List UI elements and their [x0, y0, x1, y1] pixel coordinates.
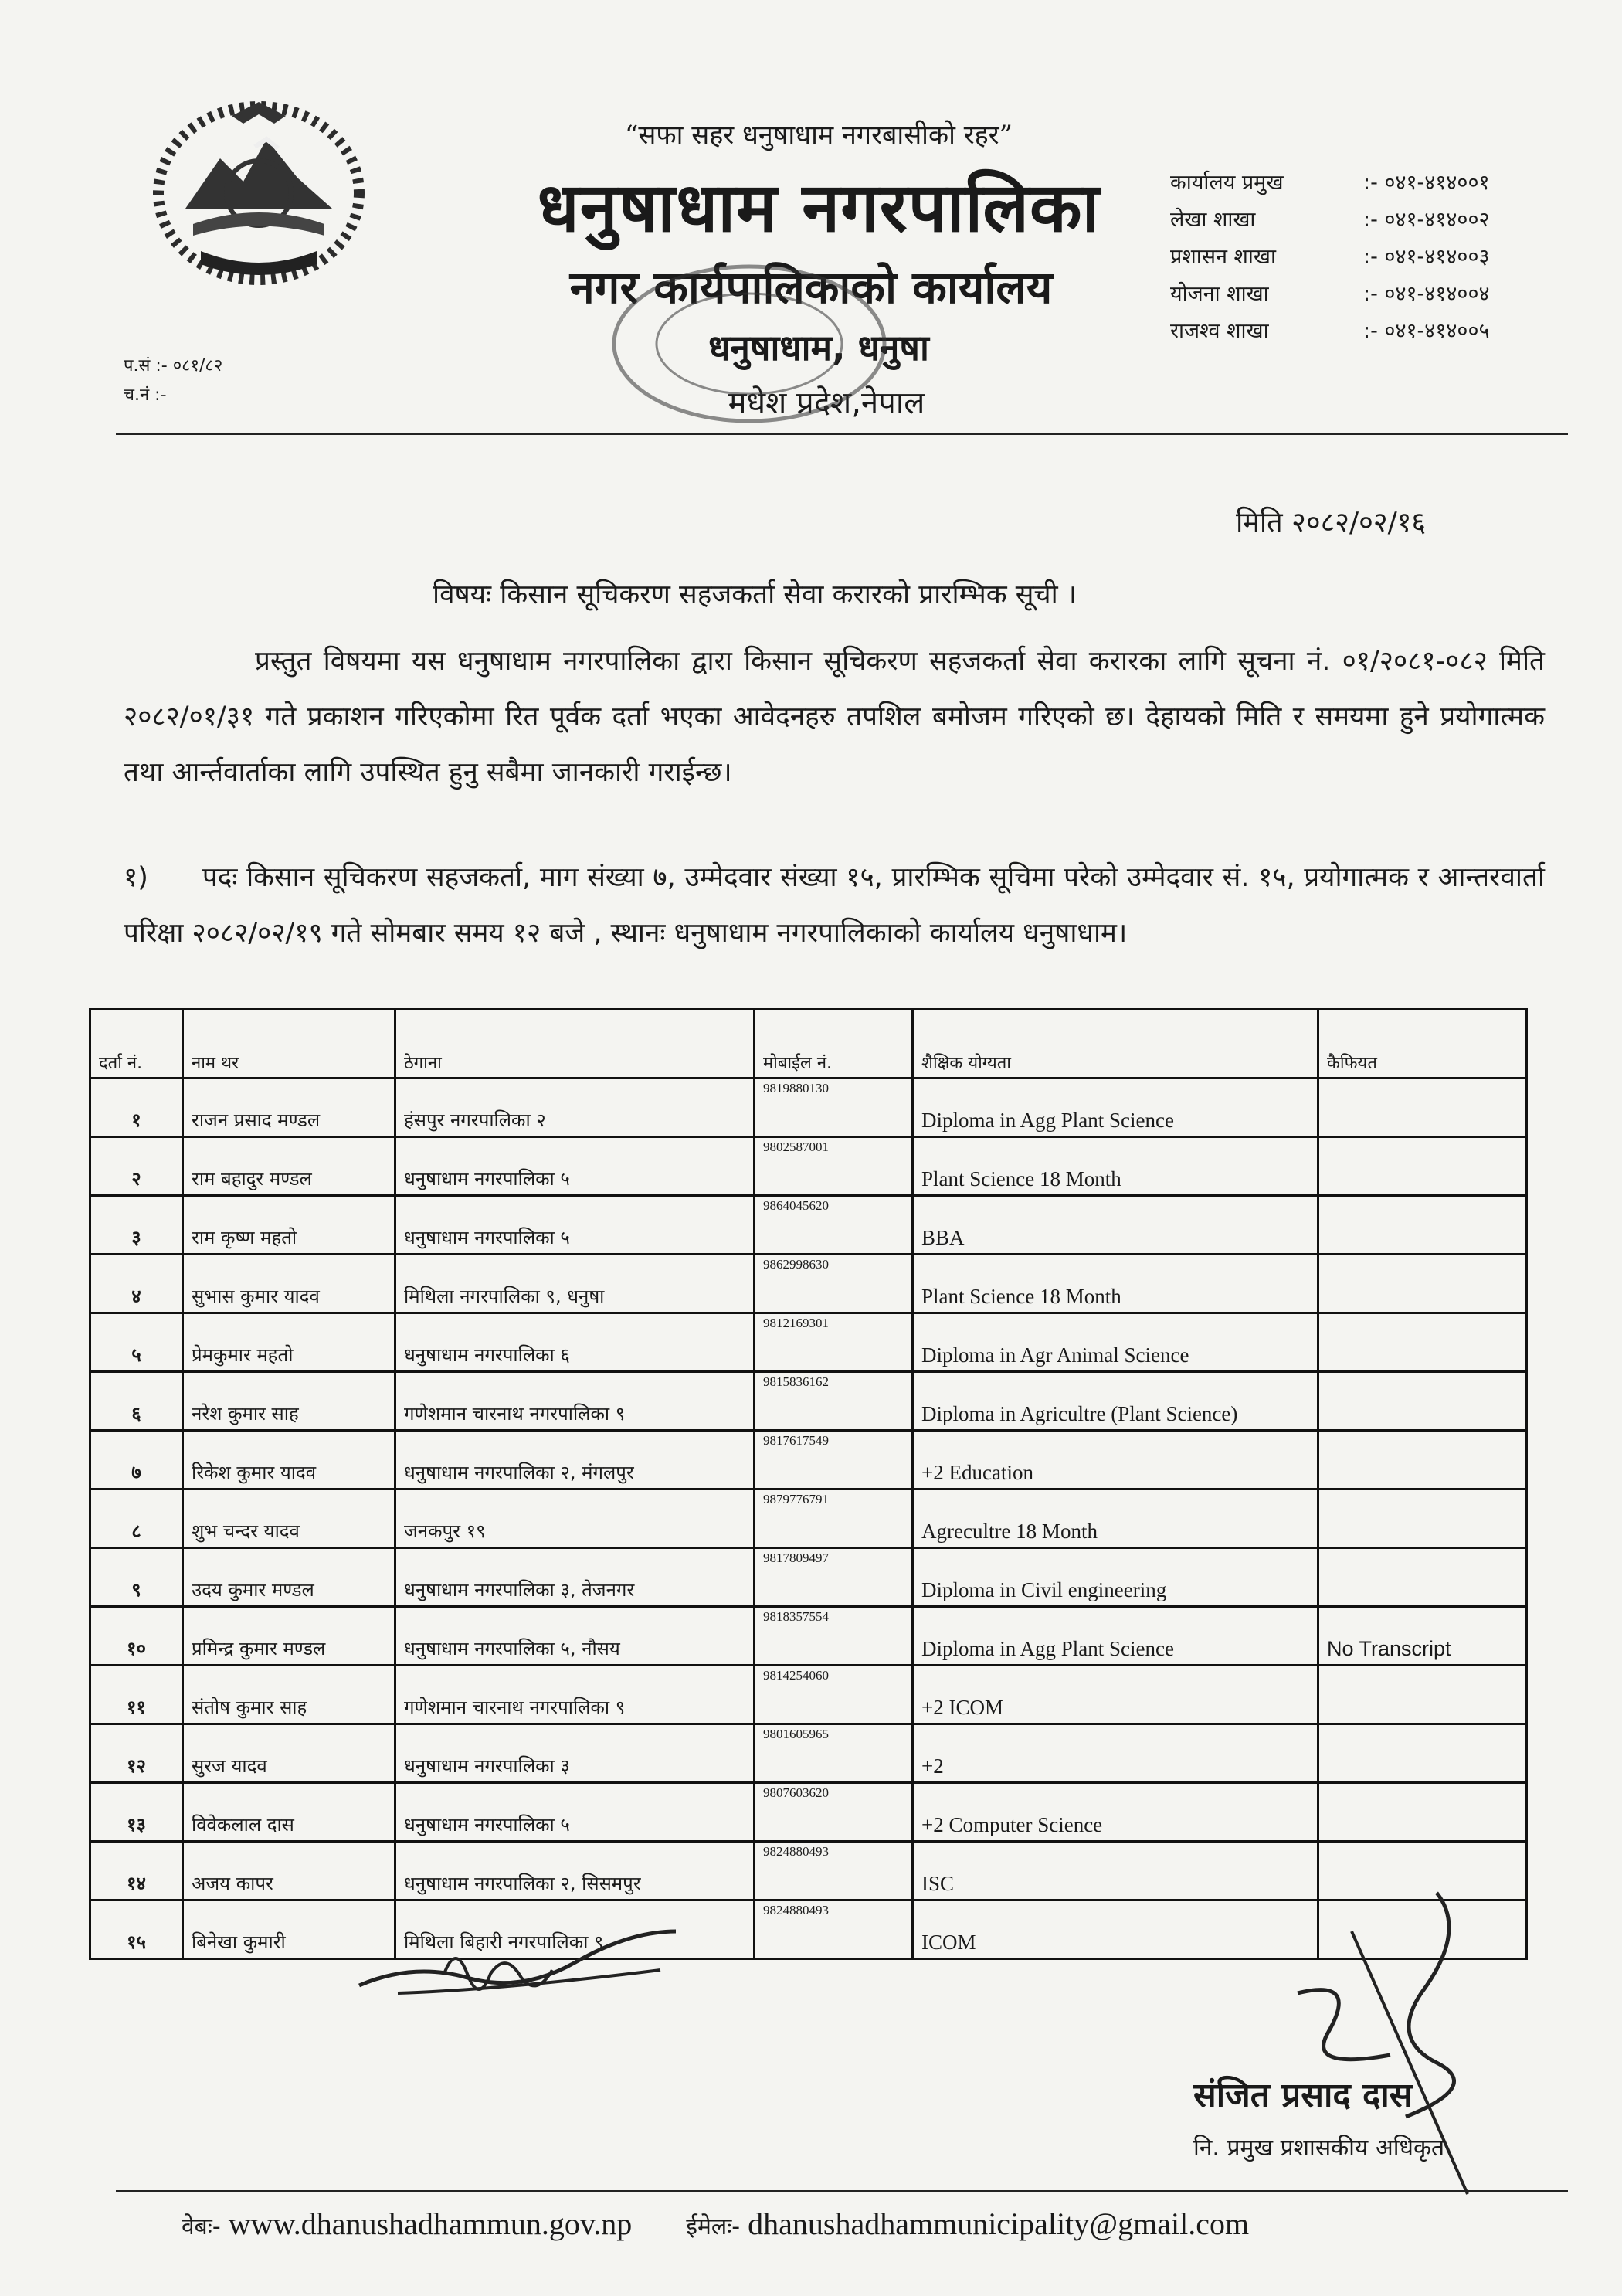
table-row: [90, 1607, 1527, 1666]
cell-mobile: 9807603620: [755, 1783, 913, 1842]
email-link[interactable]: dhanushadhammunicipality@gmail.com: [748, 2206, 1250, 2241]
cell-mobile: 9824880493: [755, 1842, 913, 1900]
slogan: “सफा सहर धनुषाधाम नगरबासीको रहर”: [625, 120, 1013, 151]
cell-serial: ८: [90, 1489, 183, 1548]
government-emblem-icon: [139, 93, 378, 294]
cell-remarks: [1318, 1724, 1527, 1783]
cell-address: धनुषाधाम नगरपालिका २, सिसमपुर: [395, 1842, 755, 1900]
contact-row: [1170, 273, 1549, 311]
cell-qualification: +2 ICOM: [913, 1666, 1318, 1724]
cell-name: संतोष कुमार साह: [183, 1666, 395, 1724]
cell-address: मिथिला नगरपालिका ९, धनुषा: [395, 1255, 755, 1313]
table-header-row: [90, 1010, 1527, 1078]
cell-qualification: Diploma in Civil engineering: [913, 1548, 1318, 1607]
header-mobile: मोबाईल नं.: [755, 1010, 913, 1078]
cell-address: धनुषाधाम नगरपालिका ५: [395, 1137, 755, 1196]
cell-address: धनुषाधाम नगरपालिका ३: [395, 1724, 755, 1783]
cell-remarks: [1318, 1489, 1527, 1548]
cell-mobile: 9879776791: [755, 1489, 913, 1548]
contact-row: [1170, 162, 1549, 199]
cell-mobile: 9802587001: [755, 1137, 913, 1196]
cell-serial: ४: [90, 1255, 183, 1313]
cell-mobile: 9817809497: [755, 1548, 913, 1607]
candidate-table: [89, 1008, 1528, 1960]
paragraph-number: १): [124, 862, 148, 893]
office-address: धनुषाधाम, धनुषा: [708, 327, 929, 369]
cell-address: धनुषाधाम नगरपालिका ३, तेजनगर: [395, 1548, 755, 1607]
cell-address: गणेशमान चारनाथ नगरपालिका ९: [395, 1666, 755, 1724]
contact-number: :- ०४१-४१४००१: [1363, 170, 1490, 195]
website-link[interactable]: www.dhanushadhammun.gov.np: [228, 2206, 633, 2241]
contact-label: कार्यालय प्रमुख: [1170, 170, 1284, 195]
cell-name: अजय कापर: [183, 1842, 395, 1900]
table-row: [90, 1255, 1527, 1313]
contact-label: प्रशासन शाखा: [1170, 244, 1276, 269]
cell-name: राम बहादुर मण्डल: [183, 1137, 395, 1196]
table-row: [90, 1724, 1527, 1783]
cell-qualification: ICOM: [913, 1900, 1318, 1959]
cell-qualification: ISC: [913, 1842, 1318, 1900]
reference-cn: च.नं :-: [124, 385, 167, 405]
letter-date: मिति २०८२/०२/१६: [1236, 507, 1427, 538]
cell-name: सुरज यादव: [183, 1724, 395, 1783]
cell-remarks: [1318, 1666, 1527, 1724]
letter-paragraph: प्रस्तुत विषयमा यस धनुषाधाम नगरपालिका द्वारा किसान सूचिकरण सहजकर्ता सेवा करारका लागि सूचना नं. ०१/२०८१-०८२ मिति २०८२/०१/३१ गते प्रकाशन गरिएकोमा रित पूर्वक दर्ता भएका आवेदनहरु तपशिल बमोजम गरिएको छ। देहायको मिति र समयमा हुने प्रयोगात्मक तथा आर्न्तवार्ताका लागि उपस्थित हुनु सबैमा जानकारी गराईन्छ।: [124, 646, 1545, 788]
cell-name: नरेश कुमार साह: [183, 1372, 395, 1431]
cell-name: उदय कुमार मण्डल: [183, 1548, 395, 1607]
cell-serial: ७: [90, 1431, 183, 1489]
office-name: धनुषाधाम नगरपालिका: [537, 168, 1101, 247]
cell-address: धनुषाधाम नगरपालिका ५: [395, 1196, 755, 1255]
cell-name: राजन प्रसाद मण्डल: [183, 1078, 395, 1137]
cell-remarks: [1318, 1078, 1527, 1137]
email-label: ईमेलः-: [686, 2213, 741, 2240]
cell-serial: १०: [90, 1607, 183, 1666]
reference-numbers: [124, 352, 222, 410]
header-name: नाम थर: [183, 1010, 395, 1078]
header-remarks: कैफियत: [1318, 1010, 1527, 1078]
office-subtitle: नगर कार्यपालिकाको कार्यालय: [569, 261, 1053, 314]
cell-name: सुभास कुमार यादव: [183, 1255, 395, 1313]
contact-row: [1170, 199, 1549, 236]
cell-mobile: 9862998630: [755, 1255, 913, 1313]
cell-name: बिनेखा कुमारी: [183, 1900, 395, 1959]
cell-qualification: +2 Education: [913, 1431, 1318, 1489]
footer: [182, 2206, 1495, 2242]
office-province: मधेश प्रदेश,नेपाल: [728, 385, 925, 421]
signatory-name: संजित प्रसाद दास: [1193, 2076, 1413, 2115]
footer-divider: [116, 2190, 1568, 2192]
header-sn: दर्ता नं.: [90, 1010, 183, 1078]
cell-serial: ९: [90, 1548, 183, 1607]
cell-address: धनुषाधाम नगरपालिका ५, नौसय: [395, 1607, 755, 1666]
contact-label: योजना शाखा: [1170, 281, 1269, 306]
cell-address: मिथिला बिहारी नगरपालिका ९: [395, 1900, 755, 1959]
cell-qualification: +2: [913, 1724, 1318, 1783]
cell-mobile: 9817617549: [755, 1431, 913, 1489]
reference-ps: प.सं :- ०८१/८२: [124, 356, 223, 375]
cell-qualification: Plant Science 18 Month: [913, 1137, 1318, 1196]
cell-qualification: Diploma in Agricultre (Plant Science): [913, 1372, 1318, 1431]
cell-qualification: Agrecultre 18 Month: [913, 1489, 1318, 1548]
header-address: ठेगाना: [395, 1010, 755, 1078]
cell-remarks: No Transcript: [1318, 1607, 1527, 1666]
cell-qualification: Diploma in Agr Animal Science: [913, 1313, 1318, 1372]
cell-serial: ५: [90, 1313, 183, 1372]
cell-serial: २: [90, 1137, 183, 1196]
cell-name: राम कृष्ण महतो: [183, 1196, 395, 1255]
letter-subject: विषयः किसान सूचिकरण सहजकर्ता सेवा करारको प्रारम्भिक सूची ।: [433, 579, 1077, 610]
cell-mobile: 9815836162: [755, 1372, 913, 1431]
cell-serial: १५: [90, 1900, 183, 1959]
cell-name: प्रमिन्द्र कुमार मण्डल: [183, 1607, 395, 1666]
table-row: [90, 1137, 1527, 1196]
contact-number: :- ०४१-४१४००५: [1363, 318, 1490, 343]
cell-qualification: Diploma in Agg Plant Science: [913, 1607, 1318, 1666]
cell-remarks: [1318, 1196, 1527, 1255]
office-seal-stamp: [602, 255, 896, 433]
cell-address: जनकपुर १९: [395, 1489, 755, 1548]
cell-mobile: 9824880493: [755, 1900, 913, 1959]
contact-number: :- ०४१-४१४००२: [1363, 207, 1490, 232]
cell-qualification: Plant Science 18 Month: [913, 1255, 1318, 1313]
cell-mobile: 9814254060: [755, 1666, 913, 1724]
table-row: [90, 1313, 1527, 1372]
handwritten-signature-left: [351, 1916, 691, 2032]
cell-address: धनुषाधाम नगरपालिका २, मंगलपुर: [395, 1431, 755, 1489]
cell-remarks: [1318, 1372, 1527, 1431]
table-row: [90, 1196, 1527, 1255]
cell-remarks: [1318, 1548, 1527, 1607]
position-paragraph: [124, 850, 1545, 961]
table-row: [90, 1078, 1527, 1137]
website-label: वेबः-: [182, 2213, 221, 2240]
table-row: [90, 1489, 1527, 1548]
contact-label: राजश्व शाखा: [1170, 318, 1269, 343]
cell-name: प्रेमकुमार महतो: [183, 1313, 395, 1372]
cell-mobile: 9818357554: [755, 1607, 913, 1666]
cell-serial: १: [90, 1078, 183, 1137]
cell-name: शुभ चन्दर यादव: [183, 1489, 395, 1548]
cell-mobile: 9819880130: [755, 1078, 913, 1137]
cell-address: धनुषाधाम नगरपालिका ५: [395, 1783, 755, 1842]
cell-remarks: [1318, 1255, 1527, 1313]
table-row: [90, 1666, 1527, 1724]
cell-qualification: BBA: [913, 1196, 1318, 1255]
contact-row: [1170, 236, 1549, 273]
cell-name: विवेकलाल दास: [183, 1783, 395, 1842]
cell-serial: १३: [90, 1783, 183, 1842]
cell-mobile: 9801605965: [755, 1724, 913, 1783]
contact-number: :- ०४१-४१४००३: [1363, 244, 1490, 269]
contact-list: [1170, 162, 1549, 348]
cell-qualification: Diploma in Agg Plant Science: [913, 1078, 1318, 1137]
cell-serial: १४: [90, 1842, 183, 1900]
header-divider: [116, 433, 1568, 435]
cell-mobile: 9812169301: [755, 1313, 913, 1372]
paragraph-text: पदः किसान सूचिकरण सहजकर्ता, माग संख्या ७, उम्मेदवार संख्या १५, प्रारम्भिक सूचिमा परेको उम्मेदवार सं. १५, प्रयोगात्मक र आन्तरवार्ता परिक्षा २०८२/०२/१९ गते सोमबार समय १२ बजे , स्थानः धनुषाधाम नगरपालिकाको कार्यालय धनुषाधाम।: [124, 862, 1545, 949]
contact-row: [1170, 311, 1549, 348]
cell-serial: १२: [90, 1724, 183, 1783]
cell-address: हंसपुर नगरपालिका २: [395, 1078, 755, 1137]
table-row: [90, 1548, 1527, 1607]
cell-address: गणेशमान चारनाथ नगरपालिका ९: [395, 1372, 755, 1431]
cell-remarks: [1318, 1431, 1527, 1489]
cell-qualification: +2 Computer Science: [913, 1783, 1318, 1842]
cell-serial: ११: [90, 1666, 183, 1724]
table-row: [90, 1372, 1527, 1431]
table-row: [90, 1783, 1527, 1842]
contact-number: :- ०४१-४१४००४: [1363, 281, 1490, 306]
signatory-title: नि. प्रमुख प्रशासकीय अधिकृत: [1193, 2135, 1445, 2162]
cell-address: धनुषाधाम नगरपालिका ६: [395, 1313, 755, 1372]
cell-remarks: [1318, 1783, 1527, 1842]
cell-remarks: [1318, 1137, 1527, 1196]
cell-remarks: [1318, 1313, 1527, 1372]
table-row: [90, 1431, 1527, 1489]
contact-label: लेखा शाखा: [1170, 207, 1256, 232]
cell-serial: ३: [90, 1196, 183, 1255]
header-qualification: शैक्षिक योग्यता: [913, 1010, 1318, 1078]
cell-serial: ६: [90, 1372, 183, 1431]
cell-mobile: 9864045620: [755, 1196, 913, 1255]
cell-name: रिकेश कुमार यादव: [183, 1431, 395, 1489]
